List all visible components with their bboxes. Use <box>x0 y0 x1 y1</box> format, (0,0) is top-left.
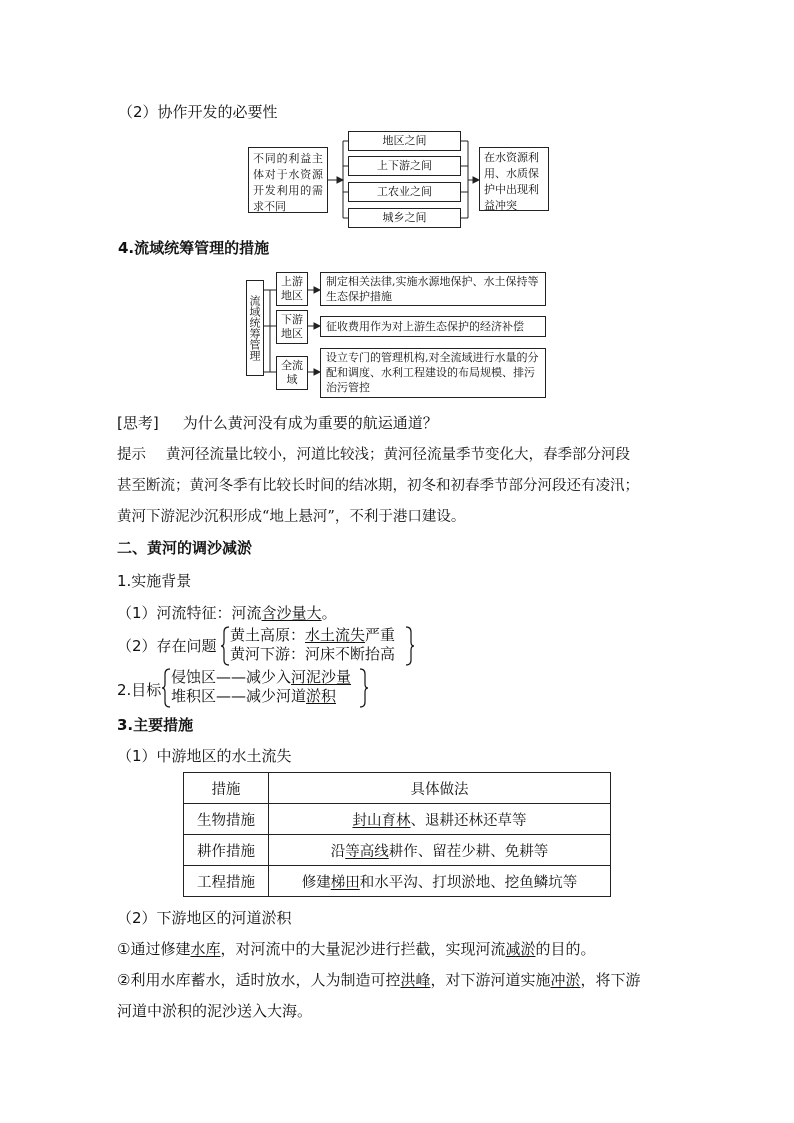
table-cell: 沿等高线耕作、留茬少耕、免耕等 <box>269 835 611 866</box>
paragraph-line: ②利用水库蓄水，适时放水，人为制造可控洪峰，对下游河道实施冲淤，将下游 <box>117 971 641 989</box>
diagram1-item: 上下游之间 <box>348 156 461 176</box>
diagram1-item: 工农业之间 <box>348 182 461 202</box>
paragraph-line: ①通过修建水库，对河流中的大量泥沙进行拦截，实现河流减淤的目的。 <box>117 940 596 958</box>
goal-prefix: 2.目标 <box>117 681 162 699</box>
measures-table <box>183 772 611 897</box>
diagram2-text: 征收费用作为对上游生态保护的经济补偿 <box>320 316 546 337</box>
problem-prefix: （2）存在问题 <box>117 637 217 655</box>
part-heading: 二、黄河的调沙减淤 <box>117 539 253 557</box>
blank-answer: 含沙量大 <box>261 604 322 622</box>
question-text: 为什么黄河没有成为重要的航运通道？ <box>182 414 438 432</box>
blank-answer: 水库 <box>190 940 221 958</box>
subsection-item: （2）下游地区的河道淤积 <box>117 909 292 927</box>
right-brace-icon <box>404 626 414 666</box>
goal-line: 堆积区——减少河道淤积 <box>171 687 337 705</box>
table-header: 具体做法 <box>269 773 611 804</box>
table-cell: 耕作措施 <box>184 835 269 866</box>
table-header-row <box>184 773 611 804</box>
diagram2-label: 全流域 <box>276 356 308 390</box>
subsection-item: （1）中游地区的水土流失 <box>117 747 292 765</box>
diagram2-label: 下游地区 <box>276 310 308 344</box>
diagram2-root-box: 流域统筹管理 <box>246 280 264 376</box>
diagram1-right-box: 在水资源利用、水质保护中出现利益冲突 <box>479 147 549 211</box>
blank-answer: 冲淤 <box>550 971 581 989</box>
subsection-heading: 1.实施背景 <box>117 572 192 590</box>
think-question <box>117 413 438 433</box>
blank-answer: 减淤 <box>505 940 536 958</box>
blank-answer: 淤积 <box>306 687 337 705</box>
diagram2-text: 设立专门的管理机构,对全流域进行水量的分配和调度、水利工程建设的布局规模、排污治污管控 <box>320 348 546 398</box>
blank-answer: 河泥沙量 <box>291 668 352 686</box>
table-row <box>184 804 611 835</box>
blank-answer: 水土流失 <box>305 626 366 644</box>
think-tag: [思考] <box>117 414 159 432</box>
hint-line: 甚至断流；黄河冬季有比较长时间的结冰期，初冬和初春季节部分河段还有凌汛； <box>117 478 639 494</box>
table-row <box>184 866 611 897</box>
problem-line: 黄土高原：水土流失严重 <box>230 626 396 644</box>
diagram1-item: 城乡之间 <box>348 208 461 228</box>
blank-answer: 梯田 <box>330 874 360 891</box>
river-feature-line: （1）河流特征：河流含沙量大。 <box>117 604 337 622</box>
paragraph-line: 河道中淤积的泥沙送入大海。 <box>117 1002 313 1020</box>
subsection-heading: 3.主要措施 <box>117 716 194 734</box>
table-cell: 生物措施 <box>184 804 269 835</box>
diagram2-label: 上游地区 <box>276 272 308 306</box>
diagram1-item: 地区之间 <box>348 131 461 151</box>
table-row <box>184 835 611 866</box>
hint-line: 黄河下游泥沙沉积形成“地上悬河”，不利于港口建设。 <box>117 509 466 525</box>
goal-line: 侵蚀区——减少入河泥沙量 <box>171 668 352 686</box>
problem-line: 黄河下游：河床不断抬高 <box>230 645 396 663</box>
blank-answer: 封山育林 <box>352 812 411 829</box>
hint-label: 提示 <box>117 447 146 463</box>
table-cell: 工程措施 <box>184 866 269 897</box>
diagram2-text: 制定相关法律,实施水源地保护、水土保持等生态保护措施 <box>320 272 546 306</box>
blank-answer: 等高线 <box>345 843 389 860</box>
right-brace-icon <box>358 668 368 708</box>
blank-answer: 洪峰 <box>400 971 431 989</box>
hint-line: 提示 黄河径流量比较小，河道比较浅；黄河径流量季节变化大，春季部分河段 <box>117 447 630 463</box>
table-cell: 封山育林、退耕还林还草等 <box>269 804 611 835</box>
diagram1-left-box: 不同的利益主体对于水资源开发利用的需求不同 <box>248 147 328 213</box>
section-heading: （2）协作开发的必要性 <box>118 103 278 121</box>
table-header: 措施 <box>184 773 269 804</box>
table-cell: 修建梯田和水平沟、打坝淤地、挖鱼鳞坑等 <box>269 866 611 897</box>
section-heading: 4.流域统筹管理的措施 <box>118 239 270 257</box>
